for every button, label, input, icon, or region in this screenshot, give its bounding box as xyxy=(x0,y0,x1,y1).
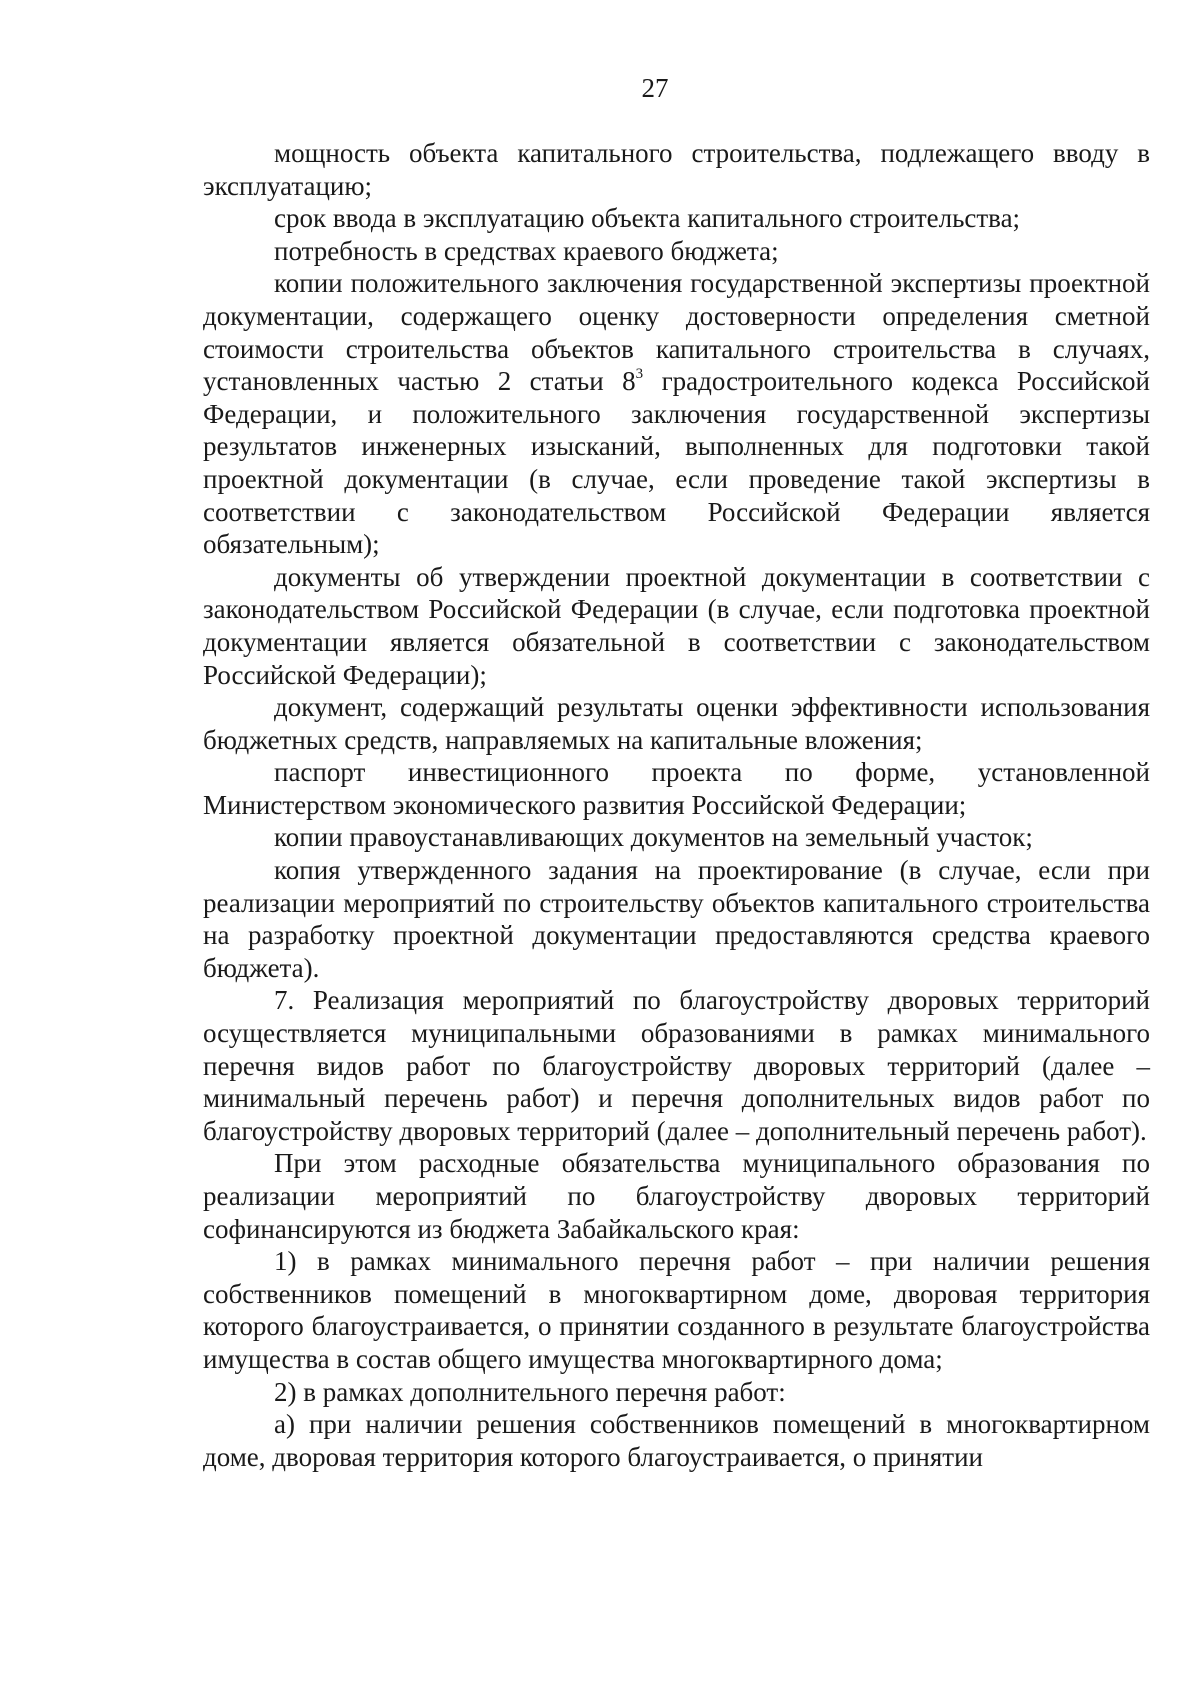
document-body xyxy=(203,137,1150,1473)
page-number: 27 xyxy=(641,73,669,103)
paragraph-item-1: 1) в рамках минимального перечня работ – при наличии решения собственников помещений в многоквартирном доме, дворовая территория которого благоустраивается, о принятии созданного в результате благоустройства имущества в состав общего имущества многоквартирного дома; xyxy=(203,1246,1150,1374)
paragraph-approval-documents: документы об утверждении проектной документации в соответствии с законодательством Российской Федерации (в случае, если подготовка проектной документации является обязательной в соответствии с законодательством Российской Федерации); xyxy=(203,561,1150,690)
paragraph-item-a: а) при наличии решения собственников помещений в многоквартирном доме, дворовая территория которого благоустраивается, о принятии xyxy=(203,1409,1150,1472)
paragraph-design-assignment: копия утвержденного задания на проектирование (в случае, если при реализации мероприятий по строительству объектов капитального строительства на разработку проектной документации предоставляются средства краевого бюджета). xyxy=(203,855,1150,983)
paragraph-expertise-text-end: градостроительного кодекса Российской Федерации, и положительного заключения государственной экспертизы результатов инженерных изысканий, выполненных для подготовки такой проектной документации (в случае, если проведение такой экспертизы в соответствии с законодательством Российской Федерации является обязательным); xyxy=(203,366,1150,560)
paragraph-expertise-text-start: копии положительного заключения государственной экспертизы проектной документации, содержащего оценку достоверности определения сметной стоимости строительства объектов капитального строительства в случаях, установленных частью 2 статьи 8 xyxy=(203,268,1150,397)
paragraph-section-7: 7. Реализация мероприятий по благоустройству дворовых территорий осуществляется муниципальными образованиями в рамках минимального перечня видов работ по благоустройству дворовых территорий (далее – минимальный перечень работ) и перечня дополнительных видов работ по благоустройству дворовых территорий (далее – дополнительный перечень работ). xyxy=(203,985,1150,1146)
paragraph-item-2: 2) в рамках дополнительного перечня работ: xyxy=(274,1376,786,1407)
article-superscript: 3 xyxy=(635,366,644,383)
paragraph-capacity: мощность объекта капитального строительства, подлежащего вводу в эксплуатацию; xyxy=(203,138,1150,201)
paragraph-project-passport: паспорт инвестиционного проекта по форме, установленной Министерством экономического развития Российской Федерации; xyxy=(203,757,1150,820)
paragraph-budget-need: потребность в средствах краевого бюджета; xyxy=(274,235,779,266)
paragraph-cofinancing: При этом расходные обязательства муниципального образования по реализации мероприятий по благоустройству дворовых территорий софинансируются из бюджета Забайкальского края: xyxy=(203,1148,1150,1244)
paragraph-land-documents: копии правоустанавливающих документов на земельный участок; xyxy=(274,822,1033,853)
paragraph-commissioning-date: срок ввода в эксплуатацию объекта капитального строительства; xyxy=(274,203,1021,234)
paragraph-expertise-copies xyxy=(203,267,1150,560)
paragraph-efficiency-assessment: документ, содержащий результаты оценки эффективности использования бюджетных средств, направляемых на капитальные вложения; xyxy=(203,692,1150,755)
